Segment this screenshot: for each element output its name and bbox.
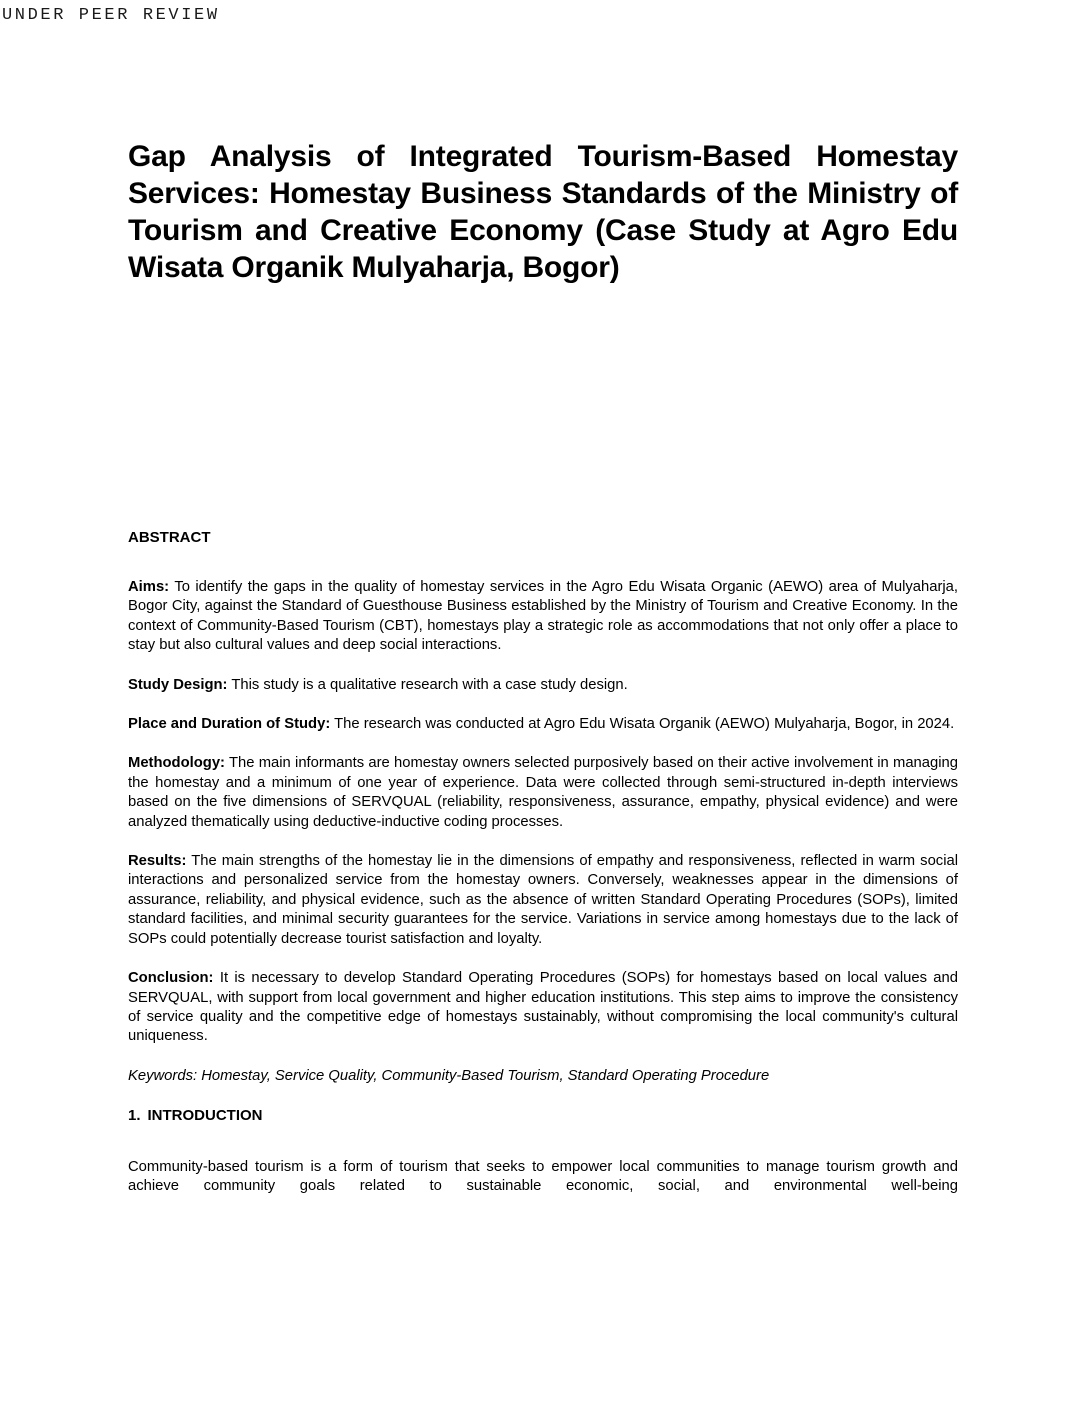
abstract-section-methodology [128,754,958,832]
abstract-section-results [128,852,958,949]
introduction-heading [128,1106,958,1125]
section-text: This study is a qualitative research with a case study design. [231,676,628,693]
section-text: The research was conducted at Agro Edu Wisata Organik (AEWO) Mulyaharja, Bogor, in 2024. [334,716,955,733]
abstract-section-place-duration [128,715,958,734]
section-title: INTRODUCTION [147,1107,263,1125]
paper-title: Gap Analysis of Integrated Tourism-Based Homestay Services: Homestay Business Standards of the Ministry of Tourism and Creative Economy (Case Study at Agro Edu Wisata Organik Mulyaharja, Bogor) [128,140,958,284]
keywords-line: Keywords: Homestay, Service Quality, Community-Based Tourism, Standard Operating Procedure [128,1067,770,1084]
section-text: To identify the gaps in the quality of homestay services in the Agro Edu Wisata Organic (AEWO) area of Mulyaharja, Bogor City, against the Standard of Guesthouse Business established by the Ministry of Tourism and Creative Economy. In the context of Community-Based Tourism (CBT), homestays play a strategic role as accommodations that not only offer a place to stay but also cultural values and deep social interactions. [128,579,958,654]
abstract-heading: ABSTRACT [128,529,211,546]
section-label: Conclusion: [128,970,214,987]
section-text: The main strengths of the homestay lie in the dimensions of empathy and responsiveness, reflected in warm social interactions and personalized service from the homestay owners. Conversely, weaknesses appear in the dimensions of assurance, reliability, and physical evidence, such as the absence of written Standard Operating Procedures (SOPs), limited standard facilities, and minimal security guarantees for the service. Variations in service among homestays due to the lack of SOPs could potentially decrease tourist satisfaction and loyalty. [128,853,958,947]
abstract-section-conclusion [128,969,958,1047]
section-label: Results: [128,853,187,870]
abstract-section-aims [128,578,958,656]
introduction-paragraph: Community-based tourism is a form of tourism that seeks to empower local communities to manage tourism growth and achieve community goals related to sustainable economic, social, and environmental well-being [128,1158,958,1194]
section-label: Place and Duration of Study: [128,716,331,733]
section-label: Study Design: [128,676,228,693]
section-label: Methodology: [128,755,225,772]
peer-review-status-banner: UNDER PEER REVIEW [2,6,220,25]
section-label: Aims: [128,579,170,595]
section-text: The main informants are homestay owners selected purposively based on their active involvement in managing the homestay and a minimum of one year of experience. Data were collected through semi-structured in-depth interviews based on the five dimensions of SERVQUAL (reliability, responsiveness, assurance, empathy, physical evidence) and were analyzed thematically using deductive-inductive coding processes. [128,755,958,830]
abstract-section-study-design [128,676,958,695]
paper-content [128,0,958,1196]
section-text: It is necessary to develop Standard Operating Procedures (SOPs) for homestays based on local values and SERVQUAL, with support from local government and higher education institutions. This step aims to improve the consistency of service quality and the competitive edge of homestays sustainably, without compromising the local community's cultural uniqueness. [128,970,958,1045]
section-number: 1. [128,1107,141,1125]
